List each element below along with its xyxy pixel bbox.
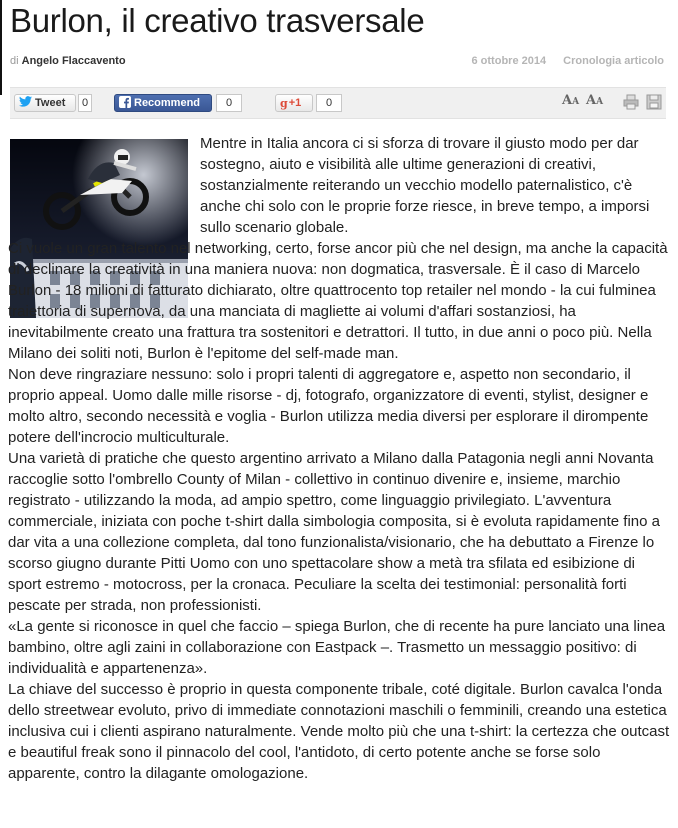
share-toolbar — [10, 87, 666, 119]
facebook-label: Recommend — [134, 97, 201, 109]
save-button[interactable] — [646, 94, 662, 110]
byline-prefix: di — [10, 55, 19, 67]
article-paragraph: Non deve ringraziare nessuno: solo i propri talenti di aggregatore e, aspetto non secondario, il proprio appeal. Uomo dalle mille risorse - dj, fotografo, organizzatore di eventi, stylist, designer e molto altro, secondo necessità e voglia - Burlon utilizza media diversi per esplorare il dirompente potere dell'incrocio multiculturale. — [8, 366, 649, 446]
font-increase-icon: A — [572, 97, 580, 107]
print-icon — [623, 94, 639, 110]
font-decrease-button[interactable] — [586, 93, 603, 108]
byline-meta — [458, 55, 665, 67]
article-paragraph: Mentre in Italia ancora ci si sforza di trovare il giusto modo per dar sostegno, aiuto e visibilità alle ultime generazioni di creativi, sostanzialmente reiterando un vecchio modello paternalistico, c'è anche chi solo con le proprie forze riesce, in breve tempo, a imporsi sullo scenario globale. — [200, 135, 650, 236]
font-increase-button[interactable] — [562, 93, 579, 108]
article-paragraph: Una varietà di pratiche che questo argentino arrivato a Milano dalla Patagonia negli anni Novanta raccoglie sotto l'ombrello County of Milan - collettivo in continuo divenire e, insieme, marchio registrato - utilizzando la moda, ad ampio spettro, come linguaggio privilegiato. L'avventura commerciale, iniziata con poche t-shirt dalla simbologia composita, si è evoluta rapidamente fino a dar vita a una collezione completa, dal tono funzionalista/visionario, che ha debuttato a Firenze lo scorso giugno durante Pitti Uomo con uno spettacolare show a metà tra sfilata ed esibizione di sport estremo - motocross, per la cronaca. Peculiare la scelta dei testimonial: personalità forti pescate per strada, non professionisti. — [8, 450, 660, 614]
twitter-bird-icon — [19, 96, 32, 110]
facebook-recommend-button[interactable] — [114, 94, 212, 112]
gplus-count: 0 — [316, 94, 342, 112]
print-button[interactable] — [623, 94, 639, 110]
article-paragraph: La chiave del successo è proprio in questa componente tribale, coté digitale. Burlon cavalca l'onda dello streetwear evoluto, privo di immediate connotazioni maschili o femminili, creando una estetica inclusiva cui i clienti aspirano naturalmente. Vende molto più che una t-shirt: la certezza che outcast e beautiful freak sono il pinnacolo del cool, l'antidoto, di certo potente anche se forse solo apparente, contro la dilagante omologazione. — [8, 681, 670, 782]
font-decrease-glyph: A — [586, 93, 597, 108]
article-body — [8, 133, 670, 784]
save-icon — [646, 94, 662, 110]
article-paragraph: Ci vuole un gran talento nel networking, certo, forse ancor più che nel design, ma anche la capacità di declinare la creatività in una maniera nuova: non dogmatica, trasversale. È il caso di Marcelo Burlon - 18 milioni di fatturato dichiarato, oltre quattrocento top retailer nel mondo - la cui fulminea traiettoria di supernova, da una manciata di magliette ai volumi d'affari sostanziosi, ha inevitabilmente creato una frattura tra sostenitori e detrattori. Il tutto, in due anni o poco più. Nella Milano dei soliti noti, Burlon è l'epitome del self-made man. — [8, 240, 668, 362]
font-increase-glyph: A — [562, 93, 573, 108]
tweet-button[interactable] — [14, 94, 76, 112]
byline — [10, 55, 668, 69]
gplus-label: +1 — [288, 97, 302, 109]
article-title: Burlon, il creativo trasversale — [10, 2, 425, 39]
article-paragraph: «La gente si riconosce in quel che faccio – spiega Burlon, che di recente ha pure lanciato una linea bambino, oltre agli zaini in collaborazione con Eastpack –. Trasmetto un messaggio positivo: di individualità e appartenenza». — [8, 618, 666, 677]
publish-date: 6 ottobre 2014 — [471, 55, 547, 67]
tweet-label: Tweet — [35, 97, 66, 109]
article-history-link[interactable]: Cronologia articolo — [563, 55, 664, 67]
facebook-count: 0 — [216, 94, 242, 112]
left-border-rule — [0, 0, 2, 95]
font-decrease-icon: A — [596, 97, 604, 107]
gplus-icon: g — [280, 96, 288, 110]
facebook-icon — [119, 96, 131, 111]
tweet-count: 0 — [78, 94, 92, 112]
author-link[interactable]: Angelo Flaccavento — [21, 55, 126, 67]
gplus-button[interactable] — [275, 94, 313, 112]
